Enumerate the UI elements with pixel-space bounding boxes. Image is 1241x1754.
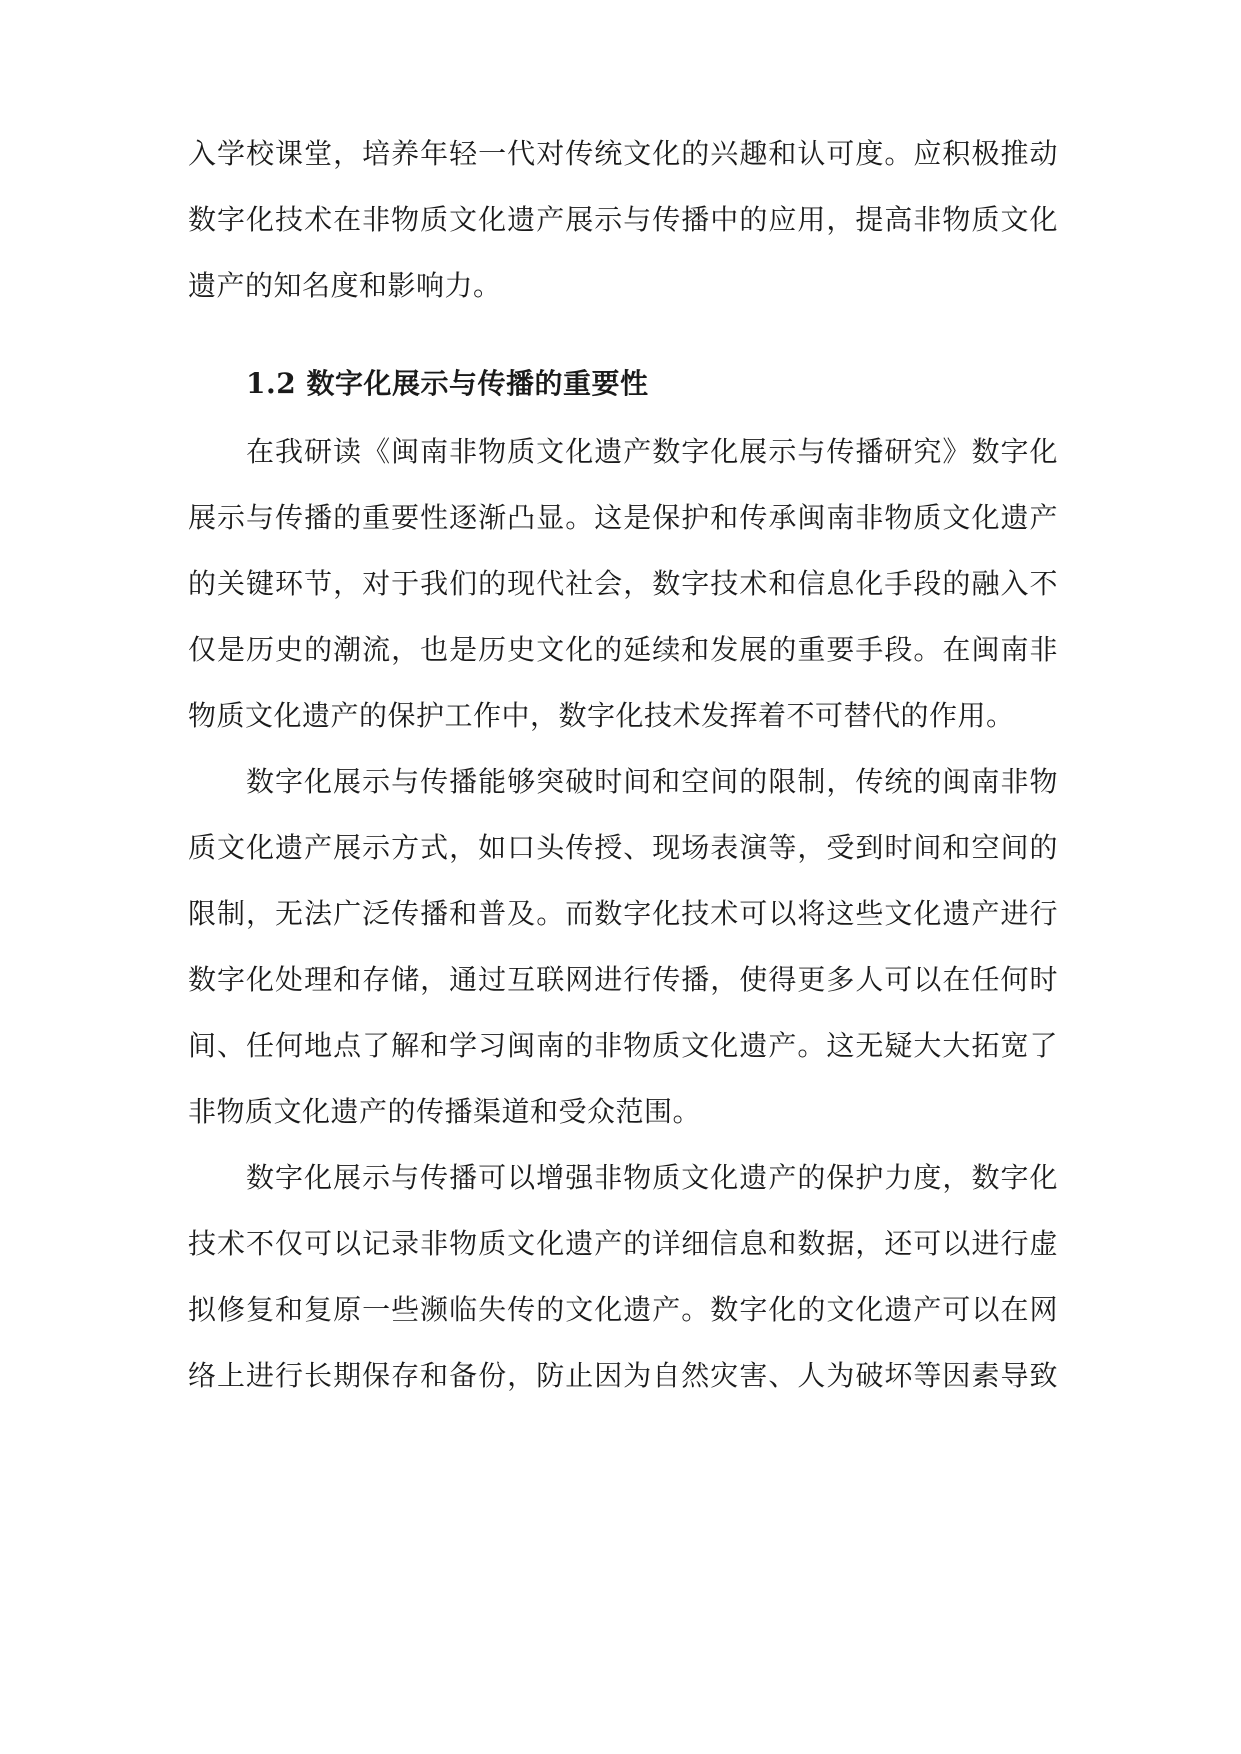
p1-line-5: 物质文化遗产的保护工作中，数字化技术发挥着不可替代的作用。 [188, 699, 1015, 732]
p2-line-4: 数字化处理和存储，通过互联网进行传播，使得更多人可以在任何时 [188, 963, 1058, 996]
p2-line-1: 数字化展示与传播能够突破时间和空间的限制，传统的闽南非物 [246, 765, 1058, 798]
p2-line-5: 间、任何地点了解和学习闽南的非物质文化遗产。这无疑大大拓宽了 [188, 1029, 1058, 1062]
p2-line-2: 质文化遗产展示方式，如口头传授、现场表演等，受到时间和空间的 [188, 831, 1058, 864]
p2-line-6: 非物质文化遗产的传播渠道和受众范围。 [188, 1095, 702, 1128]
p3-line-4: 络上进行长期保存和备份，防止因为自然灾害、人为破坏等因素导致 [188, 1359, 1058, 1392]
p1-line-4: 仅是历史的潮流，也是历史文化的延续和发展的重要手段。在闽南非 [188, 633, 1058, 666]
p3-line-1: 数字化展示与传播可以增强非物质文化遗产的保护力度，数字化 [246, 1161, 1058, 1194]
p1-line-1: 在我研读《闽南非物质文化遗产数字化展示与传播研究》数字化 [246, 435, 1058, 468]
section-heading: 1.2 数字化展示与传播的重要性 [246, 367, 649, 400]
intro-line-1: 入学校课堂，培养年轻一代对传统文化的兴趣和认可度。应积极推动 [188, 137, 1058, 170]
p1-line-3: 的关键环节，对于我们的现代社会，数字技术和信息化手段的融入不 [188, 567, 1058, 600]
p3-line-2: 技术不仅可以记录非物质文化遗产的详细信息和数据，还可以进行虚 [188, 1227, 1058, 1260]
intro-line-3: 遗产的知名度和影响力。 [188, 269, 502, 302]
p2-line-3: 限制，无法广泛传播和普及。而数字化技术可以将这些文化遗产进行 [188, 897, 1058, 930]
intro-line-2: 数字化技术在非物质文化遗产展示与传播中的应用，提高非物质文化 [188, 203, 1058, 236]
p3-line-3: 拟修复和复原一些濒临失传的文化遗产。数字化的文化遗产可以在网 [188, 1293, 1058, 1326]
p1-line-2: 展示与传播的重要性逐渐凸显。这是保护和传承闽南非物质文化遗产 [188, 501, 1058, 534]
